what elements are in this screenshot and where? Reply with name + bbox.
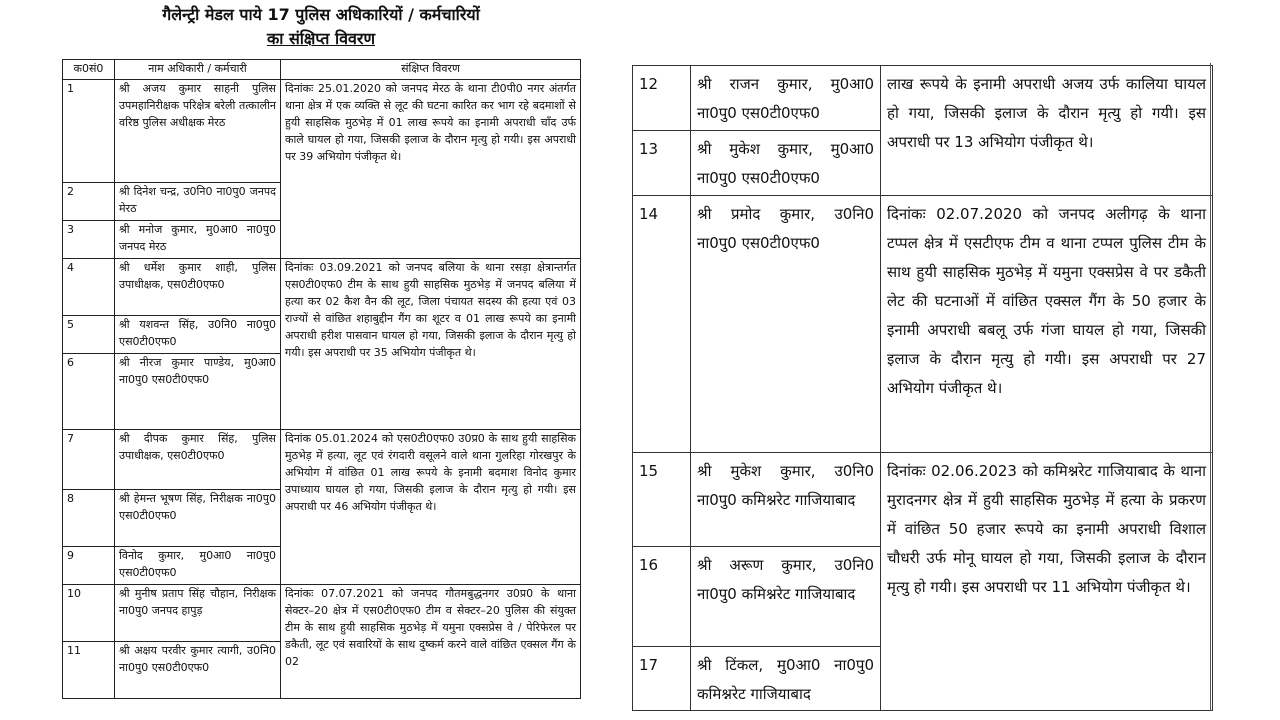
incident-summary: दिनांक 05.01.2024 को एस0टी0एफ0 उ0प्र0 के साथ हुयी साहसिक मुठभेड़ में हत्या, लूट एवं रंगदारी वसूलने वाले थाना गुलरिहा गोरखपुर के अभियोग में वांछित 01 लाख रूपये के इनामी बदमाश विनोद कुमार उपाध्याय घायल हो गया, जिसकी इलाज के दौरान मृत्यु हो गयी। इस अपराधी पर 46 अभियोग पंजीकृत थे। [281, 430, 581, 585]
officer-name: श्री मुकेश कुमार, मु0आ0 ना0पु0 एस0टी0एफ0 [691, 131, 881, 196]
row-number: 1 [63, 80, 115, 183]
table-row [63, 80, 581, 183]
officer-name: श्री यशवन्त सिंह, उ0नि0 ना0पु0 एस0टी0एफ0 [115, 316, 281, 354]
row-number: 15 [633, 453, 691, 547]
table-row [633, 453, 1213, 547]
right-document-page [632, 65, 1212, 710]
officer-name: श्री हेमन्त भूषण सिंह, निरीक्षक ना0पु0 एस0टी0एफ0 [115, 490, 281, 547]
title-line-1: गैलेन्ट्री मेडल पाये 17 पुलिस अधिकारियों / कर्मचारियों [162, 5, 480, 24]
officer-name: विनोद कुमार, मु0आ0 ना0पु0 एस0टी0एफ0 [115, 547, 281, 585]
row-number: 6 [63, 354, 115, 430]
incident-summary: दिनांकः 25.01.2020 को जनपद मेरठ के थाना टी0पी0 नगर अंतर्गत थाना क्षेत्र में एक व्यक्ति से लूट की घटना कारित कर भाग रहे बदमाशों से हुयी साहसिक मुठभेड़ में 01 लाख रूपये का इनामी अपराधी चाँद उर्फ काले घायल हो गया, जिसकी इलाज के दौरान मृत्यु हो गयी। इस अपराधी पर 39 अभियोग पंजीकृत थे। [281, 80, 581, 259]
row-number: 11 [63, 642, 115, 699]
incident-summary: दिनांकः 03.09.2021 को जनपद बलिया के थाना रसड़ा क्षेत्रान्तर्गत एस0टी0एफ0 टीम के साथ हुयी साहसिक मुठभेड़ में जनपद बलिया में हत्या कर 02 कैश वैन की लूट, जिला पंचायत सदस्य की हत्या एवं 03 राज्यों से वांछित शहाबुद्दीन गैंग का शूटर व 01 लाख रूपये का इनामी अपराधी हरीश पासवान घायल हो गया, जिसकी इलाज के दौरान मृत्यु हो गयी। इस अपराधी पर 35 अभियोग पंजीकृत थे। [281, 259, 581, 430]
row-number: 4 [63, 259, 115, 316]
row-number: 7 [63, 430, 115, 490]
officer-name: श्री धर्मेश कुमार शाही, पुलिस उपाधीक्षक, एस0टी0एफ0 [115, 259, 281, 316]
officer-name: श्री दीपक कुमार सिंह, पुलिस उपाधीक्षक, एस0टी0एफ0 [115, 430, 281, 490]
row-number: 16 [633, 547, 691, 647]
officer-name: श्री मनोज कुमार, मु0आ0 ना0पु0 जनपद मेरठ [115, 221, 281, 259]
row-number: 14 [633, 196, 691, 453]
officer-name: श्री मुनीष प्रताप सिंह चौहान, निरीक्षक ना0पु0 जनपद हापुड़ [115, 585, 281, 642]
left-medal-table [62, 59, 581, 699]
row-number: 2 [63, 183, 115, 221]
row-number: 8 [63, 490, 115, 547]
header-summary: संक्षिप्त विवरण [281, 60, 581, 80]
page-edge-divider [1210, 63, 1211, 711]
incident-summary: दिनांकः 07.07.2021 को जनपद गौतमबुद्धनगर उ0प्र0 के थाना सेक्टर–20 क्षेत्र में एस0टी0एफ0 टीम व सेक्टर–20 पुलिस की संयुक्त टीम के साथ हुयी साहसिक मुठभेड़ में यमुना एक्सप्रेस वे / पेरिफेरल पर डकैती, लूट एवं सवारियों के साथ दुष्कर्म करने वाले वांछित एक्सल गैंग के 02 [281, 585, 581, 699]
officer-name: श्री प्रमोद कुमार, उ0नि0 ना0पु0 एस0टी0एफ0 [691, 196, 881, 453]
row-number: 5 [63, 316, 115, 354]
incident-summary: दिनांकः 02.07.2020 को जनपद अलीगढ़ के थाना टप्पल क्षेत्र में एसटीएफ टीम व थाना टप्पल पुलिस टीम के साथ हुयी साहसिक मुठभेड़ में यमुना एक्सप्रेस वे पर डकैती लेट की घटनाओं में वांछित एक्सल गैंग के 50 हजार के इनामी अपराधी बबलू उर्फ गंजा घायल हो गया, जिसकी इलाज के दौरान मृत्यु हो गयी। इस अपराधी पर 27 अभियोग पंजीकृत थे। [881, 196, 1213, 453]
officer-name: श्री नीरज कुमार पाण्डेय, मु0आ0 ना0पु0 एस0टी0एफ0 [115, 354, 281, 430]
table-row [633, 66, 1213, 131]
officer-name: श्री अरूण कुमार, उ0नि0 ना0पु0 कमिश्नरेट गाजियाबाद [691, 547, 881, 647]
document-title [62, 3, 580, 59]
incident-summary: लाख रूपये के इनामी अपराधी अजय उर्फ कालिया घायल हो गया, जिसकी इलाज के दौरान मृत्यु हो गयी। इस अपराधी पर 13 अभियोग पंजीकृत थे। [881, 66, 1213, 196]
table-row [633, 196, 1213, 453]
row-number: 10 [63, 585, 115, 642]
officer-name: श्री टिंकल, मु0आ0 ना0पु0 कमिश्नरेट गाजियाबाद [691, 647, 881, 711]
row-number: 9 [63, 547, 115, 585]
header-name: नाम अधिकारी / कर्मचारी [115, 60, 281, 80]
table-row [63, 259, 581, 316]
officer-name: श्री अजय कुमार साहनी पुलिस उपमहानिरीक्षक परिक्षेत्र बरेली तत्कालीन वरिष्ठ पुलिस अधीक्षक मेरठ [115, 80, 281, 183]
officer-name: श्री मुकेश कुमार, उ0नि0 ना0पु0 कमिश्नरेट गाजियाबाद [691, 453, 881, 547]
incident-summary: दिनांकः 02.06.2023 को कमिश्नरेट गाजियाबाद के थाना मुरादनगर क्षेत्र में हुयी साहसिक मुठभेड़ में हत्या के प्रकरण में वांछित 50 हजार रूपये का इनामी अपराधी विशाल चौधरी उर्फ मोनू घायल हो गया, जिसकी इलाज के दौरान मृत्यु हो गयी। इस अपराधी पर 11 अभियोग पंजीकृत थे। [881, 453, 1213, 711]
row-number: 17 [633, 647, 691, 711]
table-row [63, 585, 581, 642]
officer-name: श्री दिनेश चन्द्र, उ0नि0 ना0पु0 जनपद मेरठ [115, 183, 281, 221]
officer-name: श्री अक्षय परवीर कुमार त्यागी, उ0नि0 ना0पु0 एस0टी0एफ0 [115, 642, 281, 699]
officer-name: श्री राजन कुमार, मु0आ0 ना0पु0 एस0टी0एफ0 [691, 66, 881, 131]
row-number: 13 [633, 131, 691, 196]
right-medal-table [632, 65, 1213, 711]
title-line-2: का संक्षिप्त विवरण [266, 29, 376, 48]
row-number: 12 [633, 66, 691, 131]
table-header-row [63, 60, 581, 80]
left-document-page [62, 0, 580, 699]
row-number: 3 [63, 221, 115, 259]
table-row [63, 430, 581, 490]
header-serial: क0सं0 [63, 60, 115, 80]
